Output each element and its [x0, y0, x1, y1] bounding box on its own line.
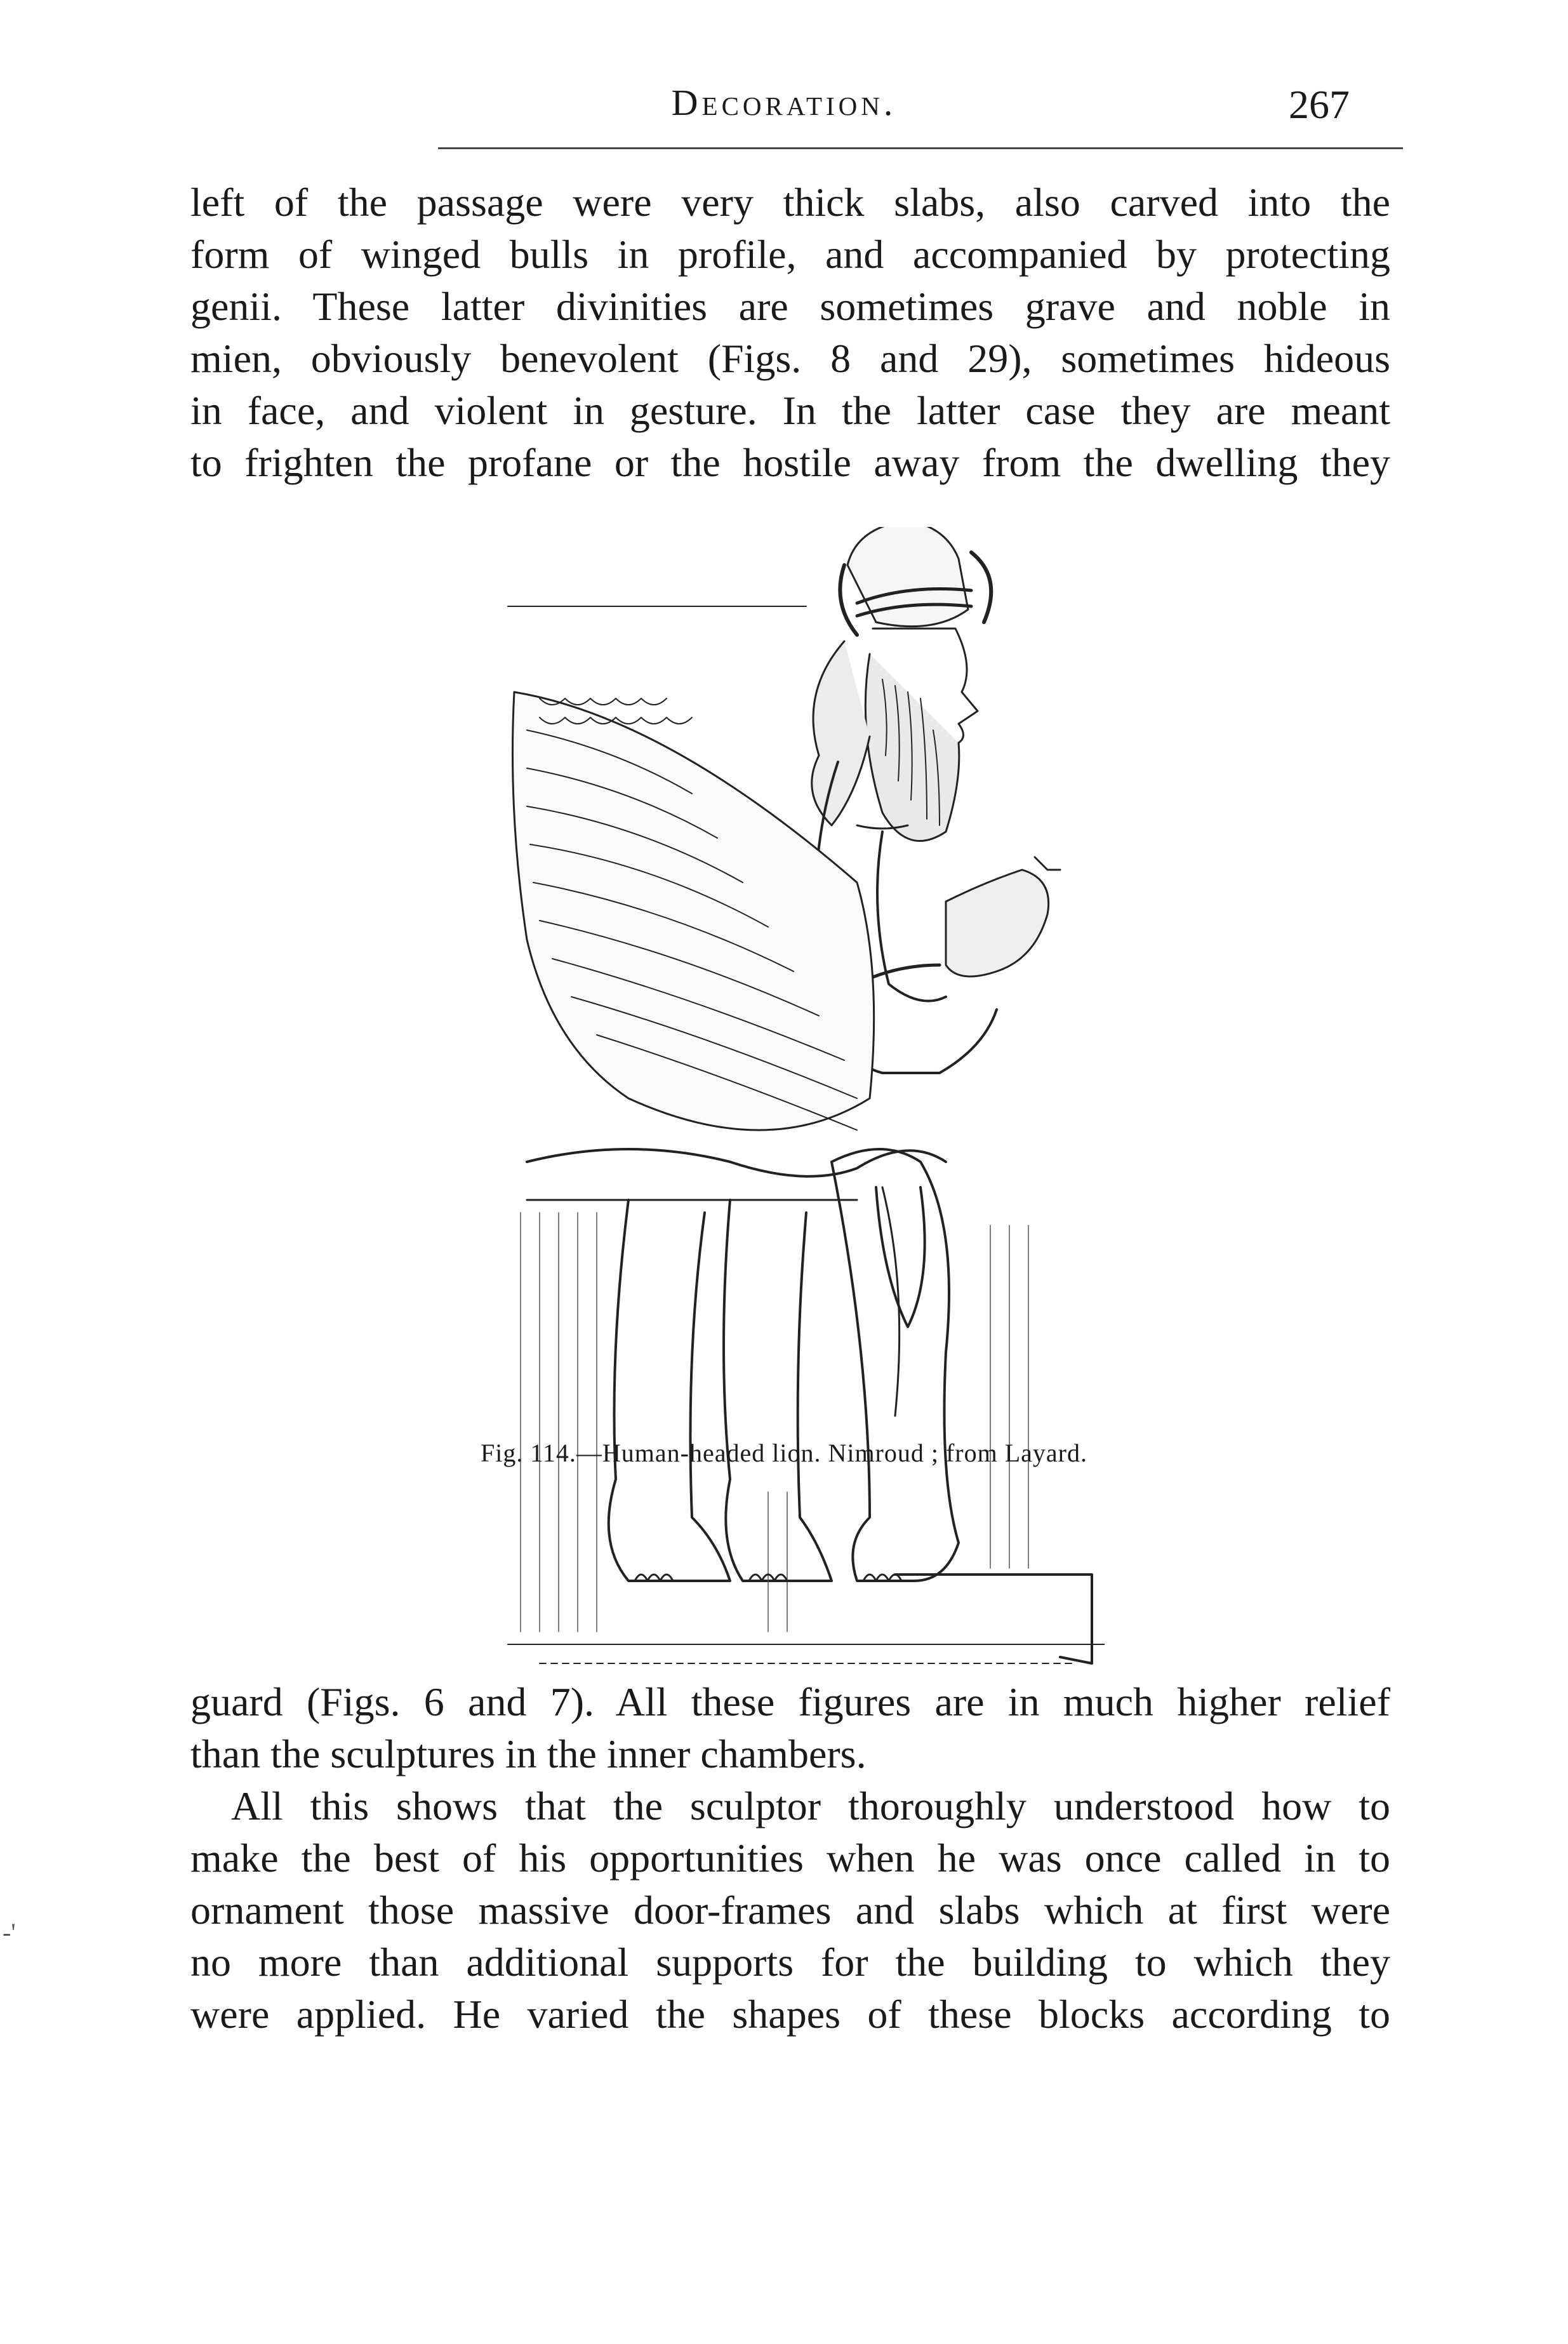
text-line: left of the passage were very thick slabs, also carved into the: [190, 180, 1390, 225]
figure-human-headed-lion: [502, 527, 1105, 1721]
text-line: in face, and violent in gesture. In the latter case they are meant: [190, 388, 1390, 433]
text-line: ornament those massive door-frames and slabs which at first were: [190, 1888, 1390, 1933]
page-number: 267: [1289, 82, 1350, 127]
text-line: guard (Figs. 6 and 7). All these figures are in much higher relief: [190, 1679, 1390, 1724]
text-line: were applied. He varied the shapes of these blocks according to: [190, 1992, 1390, 2037]
paragraph-2: [190, 1676, 1390, 1728]
text-line: All this shows that the sculptor thoroughly understood how to: [231, 1783, 1390, 1828]
text-line: genii. These latter divinities are sometimes grave and noble in: [190, 284, 1390, 329]
text-line: form of winged bulls in profile, and accompanied by protecting: [190, 232, 1390, 277]
lamassu-illustration: [502, 527, 1105, 1721]
paragraph-1: [190, 176, 1390, 489]
text-line: make the best of his opportunities when he was once called in to: [190, 1835, 1390, 1881]
text-line: to frighten the profane or the hostile away from the dwelling they: [190, 440, 1390, 485]
running-title: Decoration.: [671, 82, 897, 123]
text-line: mien, obviously benevolent (Figs. 8 and 29), sometimes hideous: [190, 336, 1390, 381]
text-line: no more than additional supports for the building to which they: [190, 1940, 1390, 1985]
header-rule: [438, 147, 1403, 149]
paragraph-2-end: [190, 1728, 1390, 1780]
text-line: than the sculptures in the inner chambers.: [190, 1731, 867, 1776]
figure-caption: Fig. 114.—Human-headed lion. Nimroud ; from Layard.: [481, 1439, 1087, 1467]
running-head: [0, 81, 1568, 138]
margin-mark: -': [3, 1918, 16, 1947]
paragraph-3: [190, 1780, 1390, 2041]
